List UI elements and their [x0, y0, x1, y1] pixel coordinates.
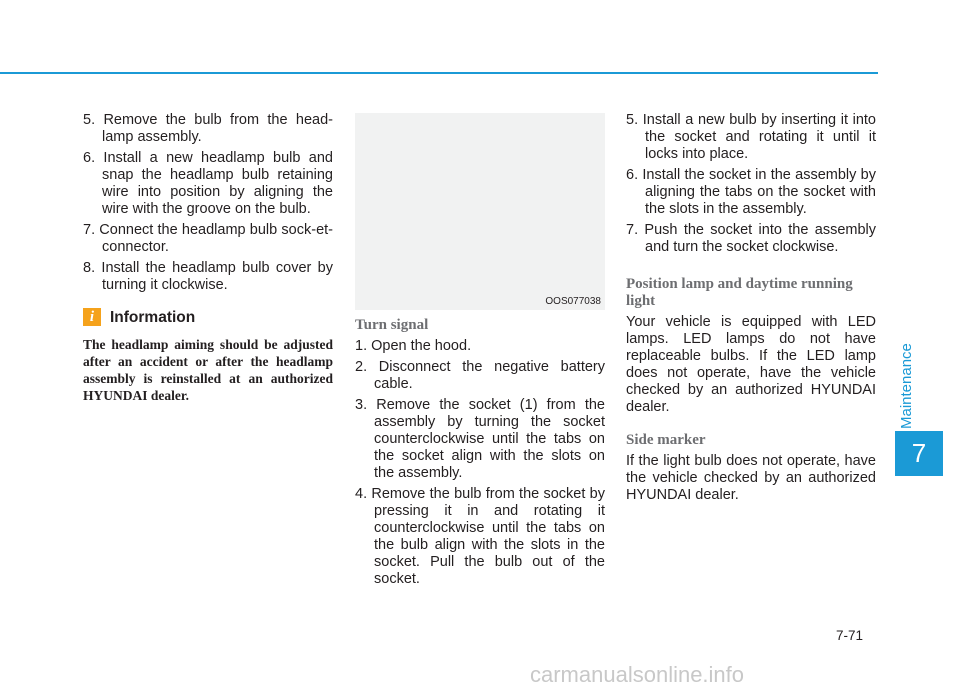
step-item: 5. Remove the bulb from the head-lamp assembly. — [83, 112, 333, 145]
section-heading-turn-signal: Turn signal — [355, 317, 429, 333]
step-item: 5. Install a new bulb by inserting it into the socket and rotating it until it locks into place. — [626, 112, 876, 162]
step-item: 2. Disconnect the negative battery cable. — [355, 359, 605, 392]
spacer — [626, 416, 876, 432]
step-item: 7. Connect the headlamp bulb sock-et-connector. — [83, 222, 333, 255]
information-header — [83, 308, 333, 326]
position-lamp-text: Your vehicle is equipped with LED lamps. LED lamps do not have replaceable bulbs. If the LED lamp does not operate, have the vehicle checked by an authorized HYUNDAI dealer. — [626, 314, 876, 415]
column-middle — [355, 312, 605, 592]
steps-list — [626, 112, 876, 256]
step-item: 4. Remove the bulb from the socket by pressing it in and rotating it counterclockwise until the tabs on the bulb align with the slots in the socket. Pull the bulb out of the socket. — [355, 486, 605, 587]
information-title: Information — [110, 308, 196, 326]
image-code: OOS077038 — [545, 296, 601, 307]
steps-list — [83, 112, 333, 294]
step-item: 6. Install the socket in the assembly by aligning the tabs on the socket with the slots in the assembly. — [626, 167, 876, 217]
illustration-placeholder — [355, 113, 605, 310]
chapter-number-tab[interactable]: 7 — [895, 431, 943, 476]
step-item: 1. Open the hood. — [355, 338, 472, 354]
watermark: carmanualsonline.info — [530, 662, 745, 687]
header-rule — [0, 72, 878, 74]
page-number: 7-71 — [836, 628, 864, 643]
step-item: 7. Push the socket into the assembly and turn the socket clockwise. — [626, 222, 876, 255]
step-item: 8. Install the headlamp bulb cover by turning it clockwise. — [83, 260, 333, 293]
side-marker-text: If the light bulb does not operate, have the vehicle checked by an authorized HYUNDAI dealer. — [626, 453, 876, 503]
chapter-tab-label: Maintenance — [898, 343, 915, 429]
section-heading-side-marker: Side marker — [626, 432, 706, 448]
section-heading-position-lamp: Position lamp and daytime running light — [626, 276, 853, 309]
spacer — [626, 260, 876, 276]
step-item: 6. Install a new headlamp bulb and snap the headlamp bulb retaining wire into position by aligning the wire with the groove on the bulb. — [83, 150, 333, 217]
step-item: 3. Remove the socket (1) from the assembly by turning the socket counterclockwise until the tabs on the socket align with the slots on the assembly. — [355, 397, 605, 481]
column-right — [626, 112, 876, 504]
information-text: The headlamp aiming should be adjusted after an accident or after the headlamp assembly is reinstalled at an authorized HYUNDAI dealer. — [83, 337, 333, 403]
column-left — [83, 112, 333, 404]
steps-list — [355, 338, 605, 588]
info-icon: i — [83, 308, 101, 326]
